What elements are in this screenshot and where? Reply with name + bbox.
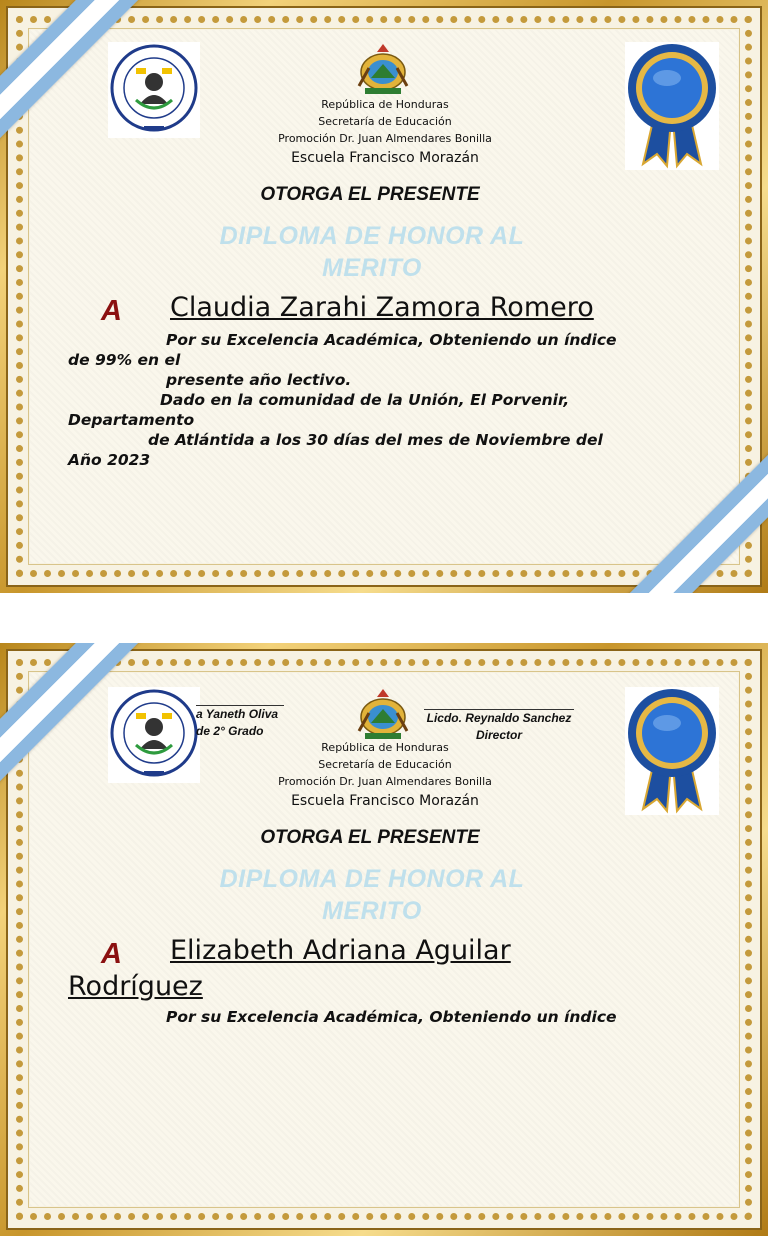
body-line: Año 2023 <box>68 451 151 469</box>
recipient-name-line-2: Rodríguez <box>68 971 203 1002</box>
signature-right-role: Director <box>475 728 522 742</box>
rosette-medal-icon <box>625 687 719 815</box>
diploma-title <box>172 220 572 284</box>
body-line: de 99% en el <box>68 351 181 369</box>
recipient-name: Claudia Zarahi Zamora Romero <box>170 292 594 323</box>
school-name: Escuela Francisco Morazán <box>291 793 479 809</box>
national-seal-icon <box>355 687 411 743</box>
diploma-title <box>172 863 572 927</box>
body-line: Dado en la comunidad de la Unión, El Porvenir, <box>160 391 570 409</box>
promocion-text: Promoción Dr. Juan Almendares Bonilla <box>278 132 492 145</box>
otorga-heading: OTORGA EL PRESENTE <box>260 827 480 848</box>
otorga-heading: OTORGA EL PRESENTE <box>260 184 480 205</box>
secretaria-text: Secretaría de Educación <box>318 115 452 128</box>
body-line: Por su Excelencia Académica, Obteniendo un índice <box>166 1008 617 1026</box>
header-block <box>200 96 570 166</box>
a-letter: A <box>101 295 122 327</box>
signature-left <box>196 705 284 740</box>
school-logo-icon <box>108 687 200 783</box>
body-line: presente año lectivo. <box>166 371 352 389</box>
school-logo-icon <box>108 42 200 138</box>
rosette-medal-icon <box>625 42 719 170</box>
school-name: Escuela Francisco Morazán <box>291 150 479 166</box>
diploma-title-line-2: MERITO <box>322 897 422 925</box>
body-line: de Atlántida a los 30 días del mes de Noviembre del <box>148 431 603 449</box>
secretaria-text: Secretaría de Educación <box>318 758 452 771</box>
diploma-title-line-1: DIPLOMA DE HONOR AL <box>219 865 525 893</box>
republic-text: República de Honduras <box>321 98 449 111</box>
diploma-certificate-1 <box>0 0 768 593</box>
signature-left-role: de 2° Grado <box>196 724 264 738</box>
diploma-certificate-2 <box>0 643 768 1236</box>
body-line: Departamento <box>68 411 195 429</box>
republic-text: República de Honduras <box>321 741 449 754</box>
signature-left-name: a Yaneth Oliva <box>196 707 279 721</box>
certificate-body <box>68 1007 688 1027</box>
promocion-text: Promoción Dr. Juan Almendares Bonilla <box>278 775 492 788</box>
certificate-body <box>68 330 688 470</box>
body-line: Por su Excelencia Académica, Obteniendo un índice <box>166 331 617 349</box>
national-seal-icon <box>355 42 411 98</box>
diploma-title-line-1: DIPLOMA DE HONOR AL <box>219 222 525 250</box>
diploma-title-line-2: MERITO <box>322 254 422 282</box>
header-block <box>200 739 570 809</box>
a-letter: A <box>101 938 122 970</box>
signature-right-name: Licdo. Reynaldo Sanchez <box>426 711 572 725</box>
recipient-name-line-1: Elizabeth Adriana Aguilar <box>170 935 511 966</box>
